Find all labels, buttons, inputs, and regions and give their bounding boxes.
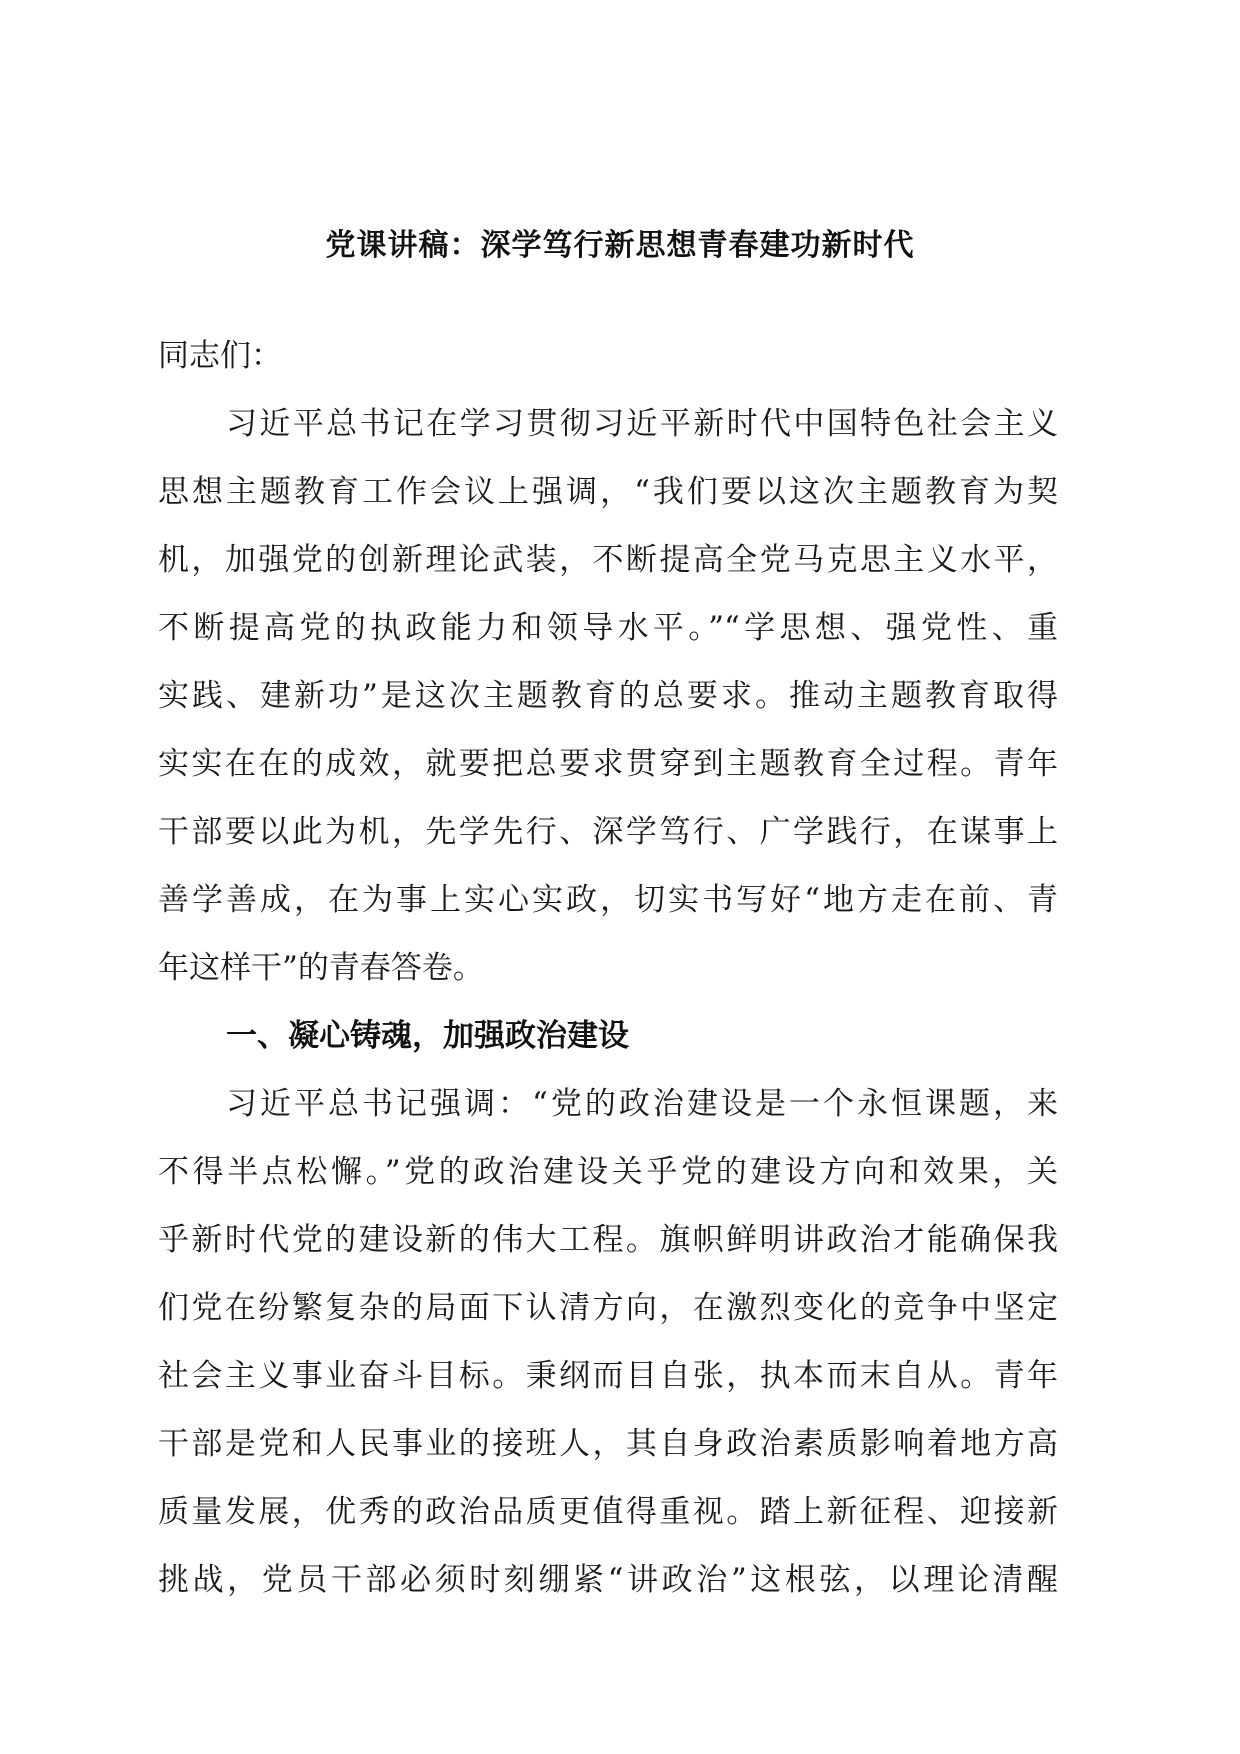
paragraph-line: 不断提高党的执政能力和领导水平。”“学思想、强党性、重	[158, 610, 1058, 646]
paragraph-line: 不得半点松懈。”党的政治建设关乎党的建设方向和效果，关	[158, 1154, 1058, 1190]
paragraph-line: 干部是党和人民事业的接班人，其自身政治素质影响着地方高	[158, 1426, 1058, 1462]
paragraph-line: 社会主义事业奋斗目标。秉纲而目自张，执本而末自从。青年	[158, 1358, 1058, 1394]
paragraph-line: 年这样干”的青春答卷。	[158, 950, 484, 986]
paragraph-line: 们党在纷繁复杂的局面下认清方向，在激烈变化的竞争中坚定	[158, 1290, 1058, 1326]
paragraph-line: 实实在在的成效，就要把总要求贯穿到主题教育全过程。青年	[158, 746, 1058, 782]
paragraph-line: 质量发展，优秀的政治品质更值得重视。踏上新征程、迎接新	[158, 1494, 1058, 1530]
paragraph-line: 实践、建新功”是这次主题教育的总要求。推动主题教育取得	[158, 678, 1058, 714]
paragraph-line: 干部要以此为机，先学先行、深学笃行、广学践行，在谋事上	[158, 814, 1058, 850]
paragraph-line: 善学善成，在为事上实心实政，切实书写好“地方走在前、青	[158, 882, 1058, 918]
paragraph-line: 挑战，党员干部必须时刻绷紧“讲政治”这根弦，以理论清醒	[158, 1562, 1058, 1598]
paragraph-line: 乎新时代党的建设新的伟大工程。旗帜鲜明讲政治才能确保我	[158, 1222, 1058, 1258]
salutation: 同志们：	[158, 338, 282, 374]
paragraph-line: 习近平总书记强调：“党的政治建设是一个永恒课题，来	[226, 1086, 1058, 1122]
paragraph-line: 思想主题教育工作会议上强调，“我们要以这次主题教育为契	[158, 474, 1058, 510]
document-body	[158, 322, 1058, 1614]
section-heading: 一、凝心铸魂，加强政治建设	[226, 1018, 629, 1054]
paragraph-line: 习近平总书记在学习贯彻习近平新时代中国特色社会主义	[226, 406, 1058, 442]
document-title: 党课讲稿：深学笃行新思想青春建功新时代	[325, 228, 915, 263]
paragraph-line: 机，加强党的创新理论武装，不断提高全党马克思主义水平，	[158, 542, 1058, 578]
